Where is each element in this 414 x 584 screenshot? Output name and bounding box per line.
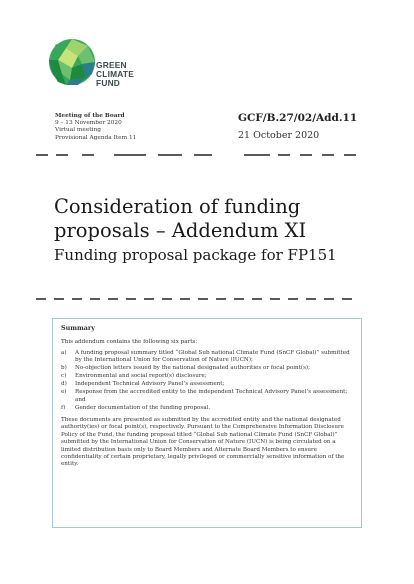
list-item [61, 389, 353, 404]
list-item-text: Response from the accredited entity to the independent Technical Advisory Panel’s assessment; and [75, 389, 348, 403]
meeting-info [55, 113, 136, 142]
list-item-text: Environmental and social report(s) disclosure; [75, 373, 207, 380]
list-item-text: Gender documentation of the funding proposal. [75, 404, 211, 411]
list-item [61, 405, 353, 412]
list-item-text: A funding proposal summary titled “Global Sub national Climate Fund (SnCF Global)” submitted by the International Union for Conservation of Nature (IUCN); [75, 349, 350, 364]
list-item [61, 350, 353, 365]
top-divider [34, 152, 364, 158]
list-marker: d) [61, 381, 67, 388]
globe-icon [48, 38, 96, 86]
summary-intro: This addendum contains the following six parts: [61, 339, 198, 346]
document-title [54, 195, 394, 265]
list-item [61, 381, 353, 388]
document-info [238, 112, 357, 141]
summary-parts-list [61, 350, 353, 412]
title-line-1: Consideration of funding [54, 195, 301, 218]
logo-line-climate: CLIMATE [96, 69, 134, 79]
list-item [61, 373, 353, 380]
list-marker: e) [61, 389, 67, 396]
list-marker: a) [61, 349, 67, 356]
logo-wordmark [96, 61, 134, 88]
logo-line-fund: FUND [96, 78, 121, 88]
summary-closing-paragraph: These documents are presented as submitted by the accredited entity and the national designated authority(ies) or focal point(s), respectively. Pursuant to the Comprehensive Information Disclosure Policy of the Fund, the funding proposal titled “Global Sub national Climate Fund (SnCF Global)” submitted by the International Union for Conservation of Nature (IUCN) is being circulated on a limited distribution basis only to Board Members and Alternate Board Members to ensure confidentiality of certain proprietary, legally privileged or commercially sensitive information of the entity. [61, 417, 345, 468]
meeting-dates: 9 – 13 November 2020 [55, 120, 122, 127]
document-number: GCF/B.27/02/Add.11 [238, 112, 358, 124]
list-marker: c) [61, 373, 67, 380]
logo-line-green: GREEN [96, 60, 127, 70]
summary-heading: Summary [61, 324, 96, 332]
agenda-item: Provisional Agenda Item 11 [55, 134, 137, 141]
meeting-type: Virtual meeting [55, 127, 101, 134]
document-subtitle: Funding proposal package for FP151 [54, 246, 337, 264]
bottom-divider [34, 296, 364, 302]
list-marker: b) [61, 365, 67, 372]
document-date: 21 October 2020 [238, 130, 320, 141]
title-line-2: proposals – Addendum XI [54, 219, 307, 242]
summary-box [52, 318, 362, 528]
gcf-logo [48, 38, 168, 98]
list-item [61, 365, 353, 372]
list-marker: f) [61, 404, 66, 411]
meeting-title: Meeting of the Board [55, 113, 125, 119]
list-item-text: No-objection letters issued by the national designated authorities or focal point(s); [75, 365, 311, 372]
list-item-text: Independent Technical Advisory Panel’s assessment; [75, 381, 225, 388]
